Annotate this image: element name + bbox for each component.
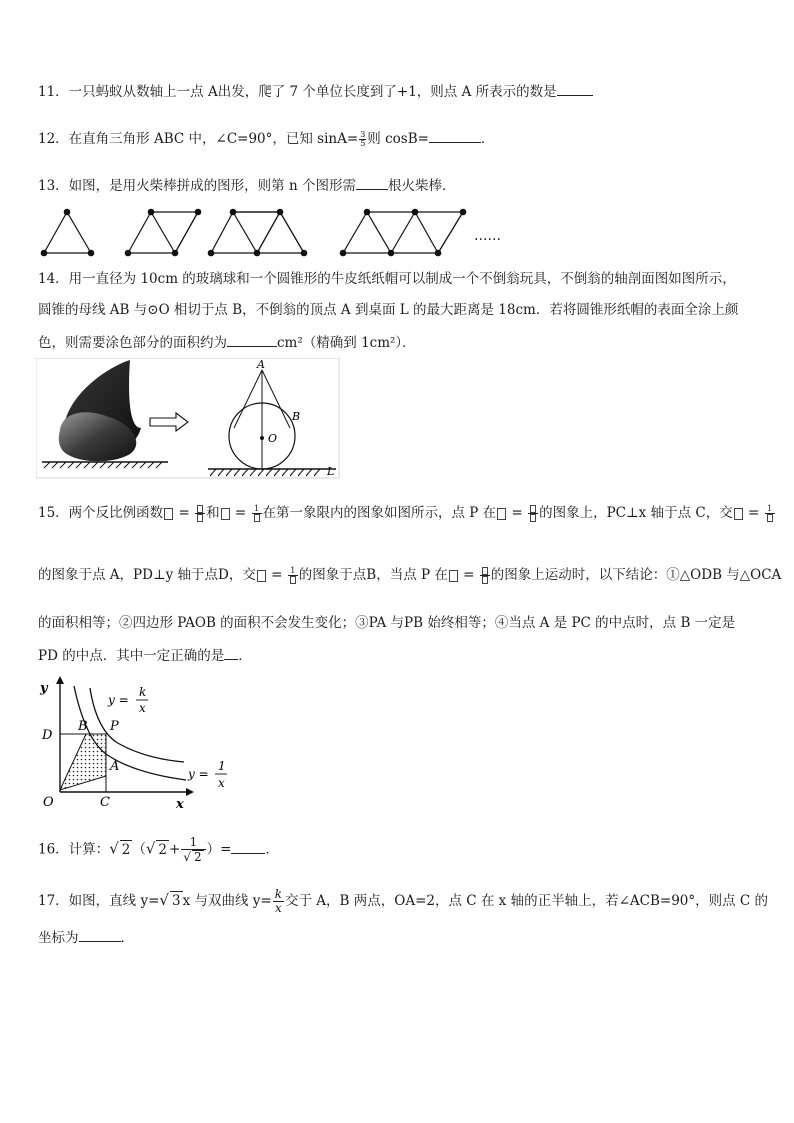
curve2-den: x xyxy=(218,776,225,790)
graph-x-axis-label: x xyxy=(176,797,184,812)
graph-label-d: D xyxy=(42,728,53,743)
q15-text-1c: 的图象上，PC⊥x 轴于点 C，交 xyxy=(539,505,733,521)
q13-matchstick-figure xyxy=(36,206,516,258)
q16-text-a: 16．计算： xyxy=(38,841,110,858)
question-17-line-1: 17．如图，直线 y=√ 3 x 与双曲线 y= $\frac{k}{x}$ 交于 A，B 两点，OA=2，点 C 在 x 轴的正半轴上，若∠ACB=90°，则点 C 的 xyxy=(38,887,769,915)
q17-answer-blank[interactable] xyxy=(79,928,121,942)
q15-answer-blank[interactable] xyxy=(224,646,238,660)
q15-text-2a: 的图象于点 A，PD⊥y 轴于点D，交 xyxy=(38,567,256,583)
q17-text-2a: 坐标为 xyxy=(38,930,79,946)
question-14-line-1: 14．用一直径为 10cm 的玻璃球和一个圆锥形的牛皮纸纸帽可以制成一个不倒翁玩具，不倒翁的轴剖面图如图所示， xyxy=(38,271,736,287)
q12-text-b: 则 cosB= xyxy=(367,131,429,147)
q15-text-4a: PD 的中点．其中一定正确的是 xyxy=(38,648,225,664)
q12-text-c: ． xyxy=(480,131,495,147)
q16-fraction: $\frac{1}{√ 2}$ xyxy=(181,836,205,864)
q15-text-2b: 的图象于点B，当点 P 在 xyxy=(298,567,448,583)
q16-answer-blank[interactable] xyxy=(231,840,265,854)
q13-text-b: 根火柴棒． xyxy=(387,178,456,194)
graph-label-b: B xyxy=(78,719,88,734)
q11-text: 11．一只蚂蚁从数轴上一点 A出发，爬了 7 个单位长度到了+1，则点 A 所表示的数是 xyxy=(38,84,557,100)
q12-text-a: 12．在直角三角形 ABC 中，∠C=90°，已知 sinA= xyxy=(38,131,359,147)
q17-text-b: x 与双曲线 y= xyxy=(182,893,272,909)
question-15-line-3: 的面积相等；②四边形 PAOB 的面积不会发生变化；③PA 与PB 始终相等；④当点 A 是 PC 的中点时，点 B 一定是 xyxy=(38,615,736,631)
question-16: 16．计算：√ 2 （√ 2 + $\frac{1}{√ 2}$ ）= ． xyxy=(38,835,279,864)
curve2-num: 1 xyxy=(218,759,226,773)
question-13 xyxy=(38,176,455,195)
question-15-line-2: 的图象于点 A，PD⊥y 轴于点D，交 = 1 的图象于点B，当点 P 在 = 的图象上运动时，以下结论：①△ODB 与△OCA xyxy=(38,566,782,583)
question-15-line-4: PD 的中点．其中一定正确的是 ． xyxy=(38,648,252,664)
frac-box-over-box xyxy=(195,505,205,522)
curve1-den: x xyxy=(139,701,146,715)
question-11 xyxy=(38,82,593,101)
q17-text-a: 17．如图，直线 y= xyxy=(38,893,160,909)
curve1-num: k xyxy=(139,685,147,699)
curve2-lhs: y = xyxy=(188,767,209,781)
graph-origin-label: O xyxy=(43,795,54,810)
q17-text-c: 交于 A，B 两点，OA=2，点 C 在 x 轴的正半轴上，若∠ACB=90°，则点 C 的 xyxy=(285,893,769,909)
q13-text-a: 13．如图，是用火柴棒拼成的图形，则第 n 个图形需 xyxy=(38,178,356,194)
graph-label-p: P xyxy=(110,719,119,734)
label-l: L xyxy=(327,465,335,478)
graph-y-axis-label: y xyxy=(40,681,48,696)
q14-text-b: cm²（精确到 1cm²）． xyxy=(277,335,416,351)
q11-answer-blank[interactable] xyxy=(557,82,593,96)
frac-one-over-box: 1 xyxy=(252,505,262,522)
q14-tumbler-figure xyxy=(36,358,346,480)
q15-text-1b: 在第一象限内的图象如图所示，点 P 在 xyxy=(262,505,497,521)
graph-label-a: A xyxy=(110,759,120,774)
label-a: A xyxy=(257,358,265,371)
label-b: B xyxy=(292,410,301,423)
question-14-line-3 xyxy=(38,333,416,352)
q15-text-2c: 的图象上运动时，以下结论：①△ODB 与△OCA xyxy=(490,567,782,583)
missing-glyph-icon xyxy=(164,508,173,520)
question-12 xyxy=(38,129,494,148)
curve1-lhs: y = xyxy=(108,693,129,707)
q12-fraction: $\frac{3}{5}$ xyxy=(360,130,366,148)
q17-fraction: $\frac{k}{x}$ xyxy=(274,887,282,915)
question-15-line-1: 15．两个反比例函数 = 和 = 1 在第一象限内的图象如图所示，点 P 在 = 的图象上，PC⊥x 轴于点 C，交 = 1 xyxy=(38,504,776,522)
q15-graph xyxy=(36,674,236,812)
q13-ellipsis: …… xyxy=(474,228,501,244)
q13-answer-blank[interactable] xyxy=(356,176,388,190)
question-14-line-2: 圆锥的母线 AB 与⊙O 相切于点 B，不倒翁的顶点 A 到桌面 L 的最大距离是 18cm．若将圆锥形纸帽的表面全涂上颜 xyxy=(38,302,739,318)
label-o: O xyxy=(268,432,278,445)
question-17-line-2: 坐标为 ． xyxy=(38,930,134,946)
q14-text-a: 色，则需要涂色部分的面积约为 xyxy=(38,335,227,351)
graph-label-c: C xyxy=(100,795,110,810)
q15-text-1a: 15．两个反比例函数 xyxy=(38,505,164,521)
missing-glyph-icon xyxy=(221,508,230,520)
q14-answer-blank[interactable] xyxy=(227,333,277,347)
q12-answer-blank[interactable] xyxy=(429,129,481,143)
